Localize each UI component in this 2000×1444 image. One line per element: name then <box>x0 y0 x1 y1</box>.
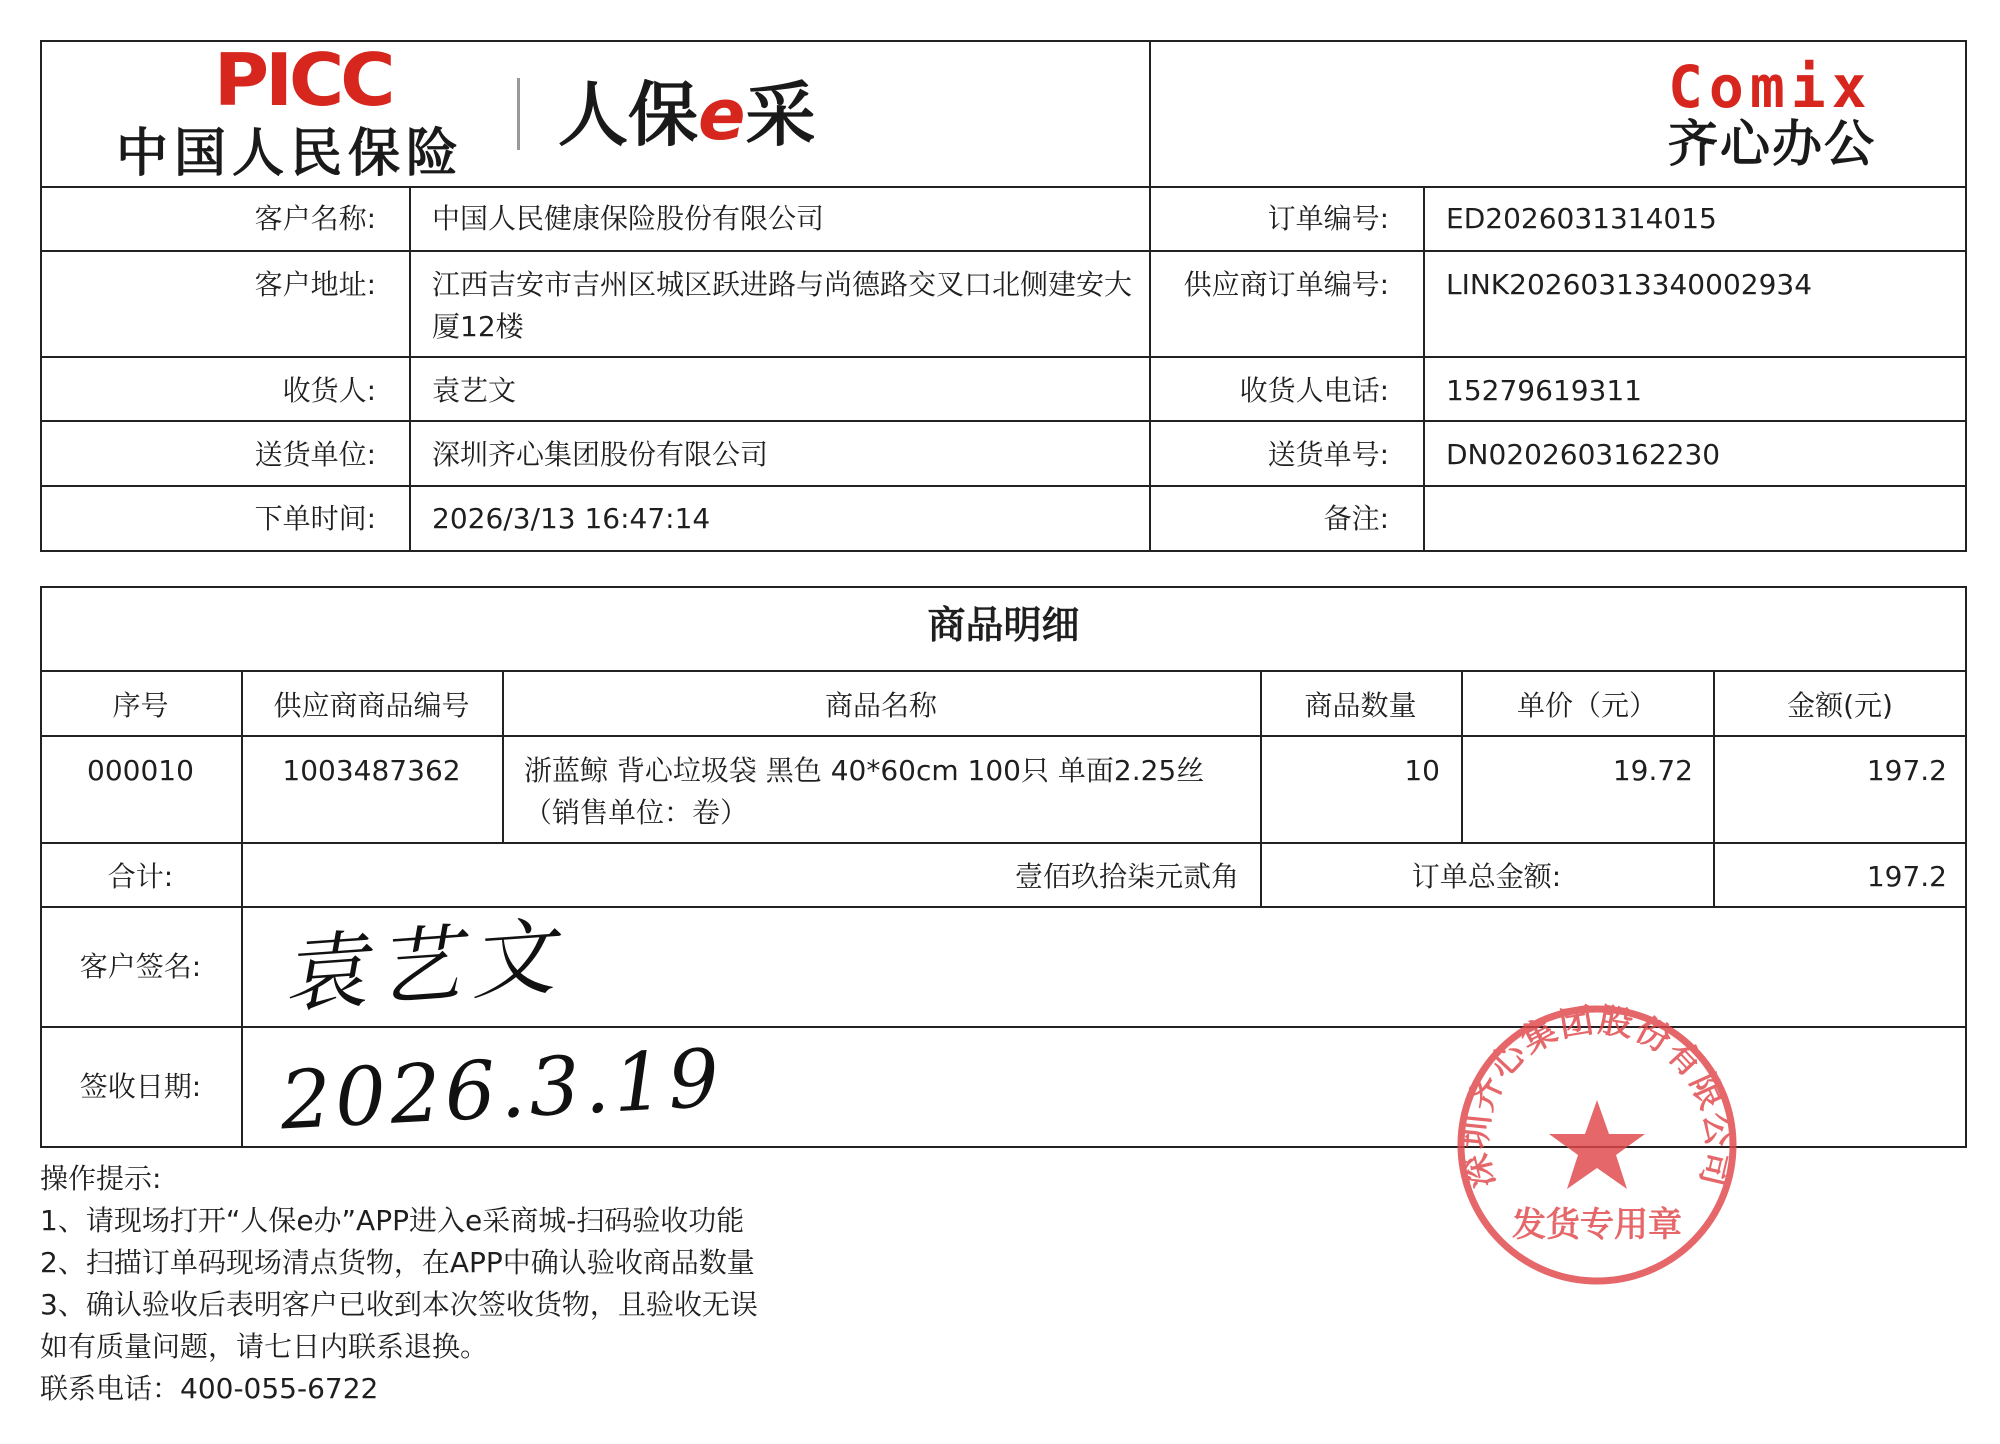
order-total-label: 订单总金额: <box>1411 860 1562 893</box>
total-label: 合计: <box>107 860 174 893</box>
row-code: 1003487362 <box>282 754 461 787</box>
order-time-value: 2026/3/13 16:47:14 <box>432 502 711 535</box>
supplier-order-no-value: LINK20260313340002934 <box>1446 268 1813 301</box>
renbao-suffix: 采 <box>745 74 816 156</box>
receiver-phone-value: 15279619311 <box>1446 374 1642 407</box>
row-unit-price: 19.72 <box>1612 754 1693 787</box>
col-header-amount: 金额(元) <box>1787 689 1893 722</box>
row-amount: 197.2 <box>1866 754 1947 787</box>
customer-address-label: 客户地址: <box>254 268 376 301</box>
receiver-value: 袁艺文 <box>432 374 517 407</box>
company-stamp <box>1452 1000 1742 1290</box>
goods-title: 商品明细 <box>927 603 1080 647</box>
col-header-code: 供应商商品编号 <box>273 689 470 722</box>
col-header-name: 商品名称 <box>824 689 937 722</box>
col-line <box>241 670 243 1148</box>
row-name-line2: （销售单位：卷） <box>524 796 749 829</box>
delivery-unit-value: 深圳齐心集团股份有限公司 <box>432 438 769 471</box>
row-qty: 10 <box>1404 754 1440 787</box>
row-line <box>40 250 1967 252</box>
receiver-label: 收货人: <box>282 374 376 407</box>
sign-date-label: 签收日期: <box>79 1070 202 1103</box>
stamp-purpose-text: 发货专用章 <box>1512 1205 1682 1245</box>
tip-line: 如有质量问题，请七日内联系退换。 <box>40 1330 489 1363</box>
picc-logo: PICC <box>213 38 392 122</box>
handwritten-signature: 袁艺文 <box>278 907 568 1025</box>
delivery-no-label: 送货单号: <box>1267 438 1389 471</box>
tip-line: 3、确认验收后表明客户已收到本次签收货物，且验收无误 <box>40 1288 758 1321</box>
total-in-words: 壹佰玖拾柒元贰角 <box>1014 860 1239 893</box>
tip-line: 1、请现场打开“人保e办”APP进入e采商城-扫码验收功能 <box>40 1204 745 1237</box>
tips-title: 操作提示: <box>40 1162 162 1195</box>
supplier-order-no-label: 供应商订单编号: <box>1183 268 1389 301</box>
row-line <box>40 186 1967 188</box>
col-divider-1 <box>409 186 411 552</box>
stamp-company-path: 深圳齐心集团股份有限公司 <box>1454 1000 1740 1192</box>
picc-chinese-name: 中国人民保险 <box>116 124 465 184</box>
row-line <box>40 842 1967 844</box>
customer-name-label: 客户名称: <box>254 202 376 235</box>
row-line <box>40 420 1967 422</box>
delivery-unit-label: 送货单位: <box>254 438 376 471</box>
row-line <box>40 735 1967 737</box>
renbao-e: e <box>698 74 746 156</box>
row-line <box>40 906 1967 908</box>
row-name-line1: 浙蓝鲸 背心垃圾袋 黑色 40*60cm 100只 单面2.25丝 <box>524 754 1205 787</box>
col-header-qty: 商品数量 <box>1304 689 1417 722</box>
col-header-seq: 序号 <box>112 689 169 722</box>
comix-logo: Comix <box>1668 53 1873 121</box>
delivery-no-value: DN0202603162230 <box>1446 438 1721 471</box>
row-line <box>40 485 1967 487</box>
logo-separator <box>517 78 520 150</box>
customer-address-value: 江西吉安市吉州区城区跃进路与尚德路交叉口北侧建安大厦12楼 <box>432 268 1133 343</box>
signature-label: 客户签名: <box>79 950 202 983</box>
col-divider-3 <box>1423 186 1425 552</box>
renbao-prefix: 人保 <box>558 74 698 156</box>
order-no-label: 订单编号: <box>1267 202 1389 235</box>
contact-phone: 联系电话：400-055-6722 <box>40 1372 379 1405</box>
order-time-label: 下单时间: <box>254 502 376 535</box>
order-no-value: ED2026031314015 <box>1446 202 1717 235</box>
handwritten-sign-date: 2026.3.19 <box>277 1031 726 1148</box>
renbao-ecai-logo <box>558 72 815 158</box>
row-line <box>40 356 1967 358</box>
row-line <box>40 670 1967 672</box>
row-seq: 000010 <box>87 754 194 787</box>
receiver-phone-label: 收货人电话: <box>1239 374 1389 407</box>
comix-chinese-name: 齐心办公 <box>1668 115 1876 173</box>
stamp-star <box>1549 1100 1645 1189</box>
remark-label: 备注: <box>1323 502 1389 535</box>
tip-line: 2、扫描订单码现场清点货物，在APP中确认验收商品数量 <box>40 1246 755 1279</box>
customer-name-value: 中国人民健康保险股份有限公司 <box>432 202 825 235</box>
col-header-unit-price: 单价（元） <box>1516 689 1657 722</box>
order-total-value: 197.2 <box>1866 860 1947 893</box>
